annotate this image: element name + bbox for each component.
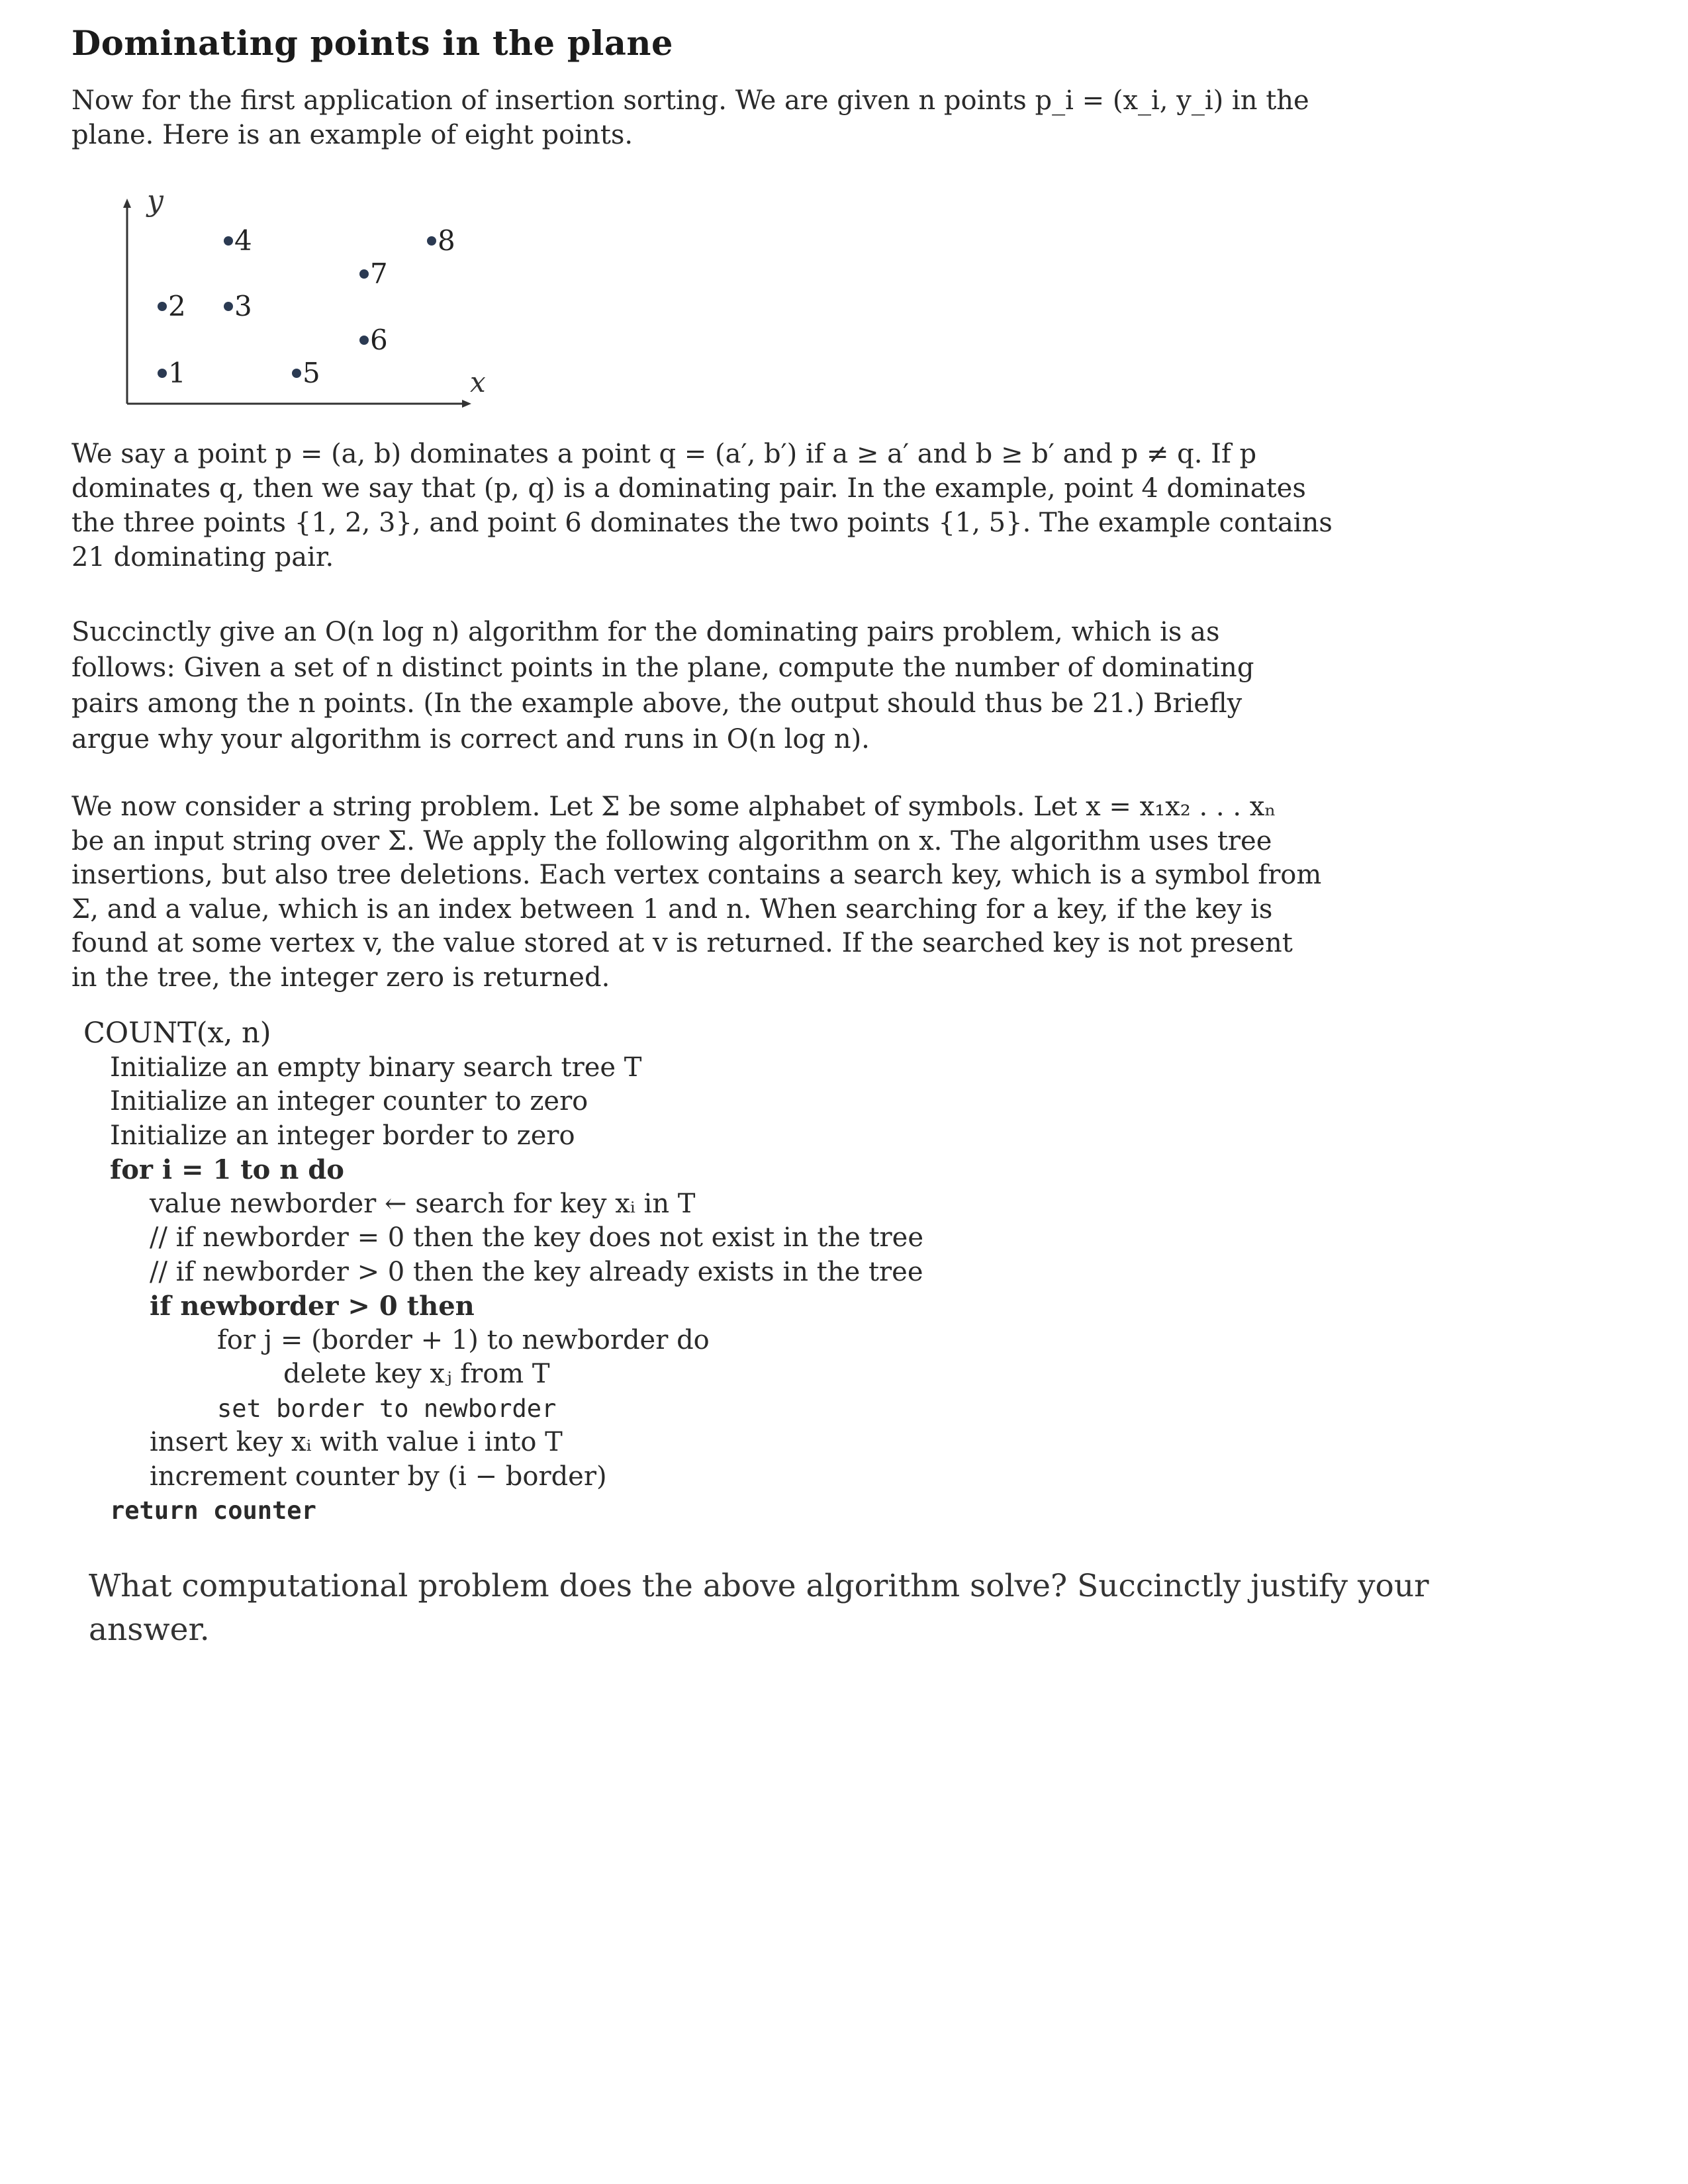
algo-line: for j = (border + 1) to newborder do (217, 1325, 710, 1355)
string-line-5: found at some vertex v, the value stored at v is returned. If the searched key is not present (71, 928, 1293, 958)
point-label-5: 5 (303, 357, 320, 389)
point-dot-7 (359, 269, 369, 279)
page-title: Dominating points in the plane (71, 24, 673, 64)
task-line-4: argue why your algorithm is correct and runs in O(n log n). (71, 724, 870, 754)
dominating-points-figure (99, 179, 563, 417)
task-paragraph (71, 614, 1254, 757)
algorithm-header: COUNT(x, n) (83, 1017, 271, 1050)
question-line-1: What computational problem does the above algorithm solve? Succinctly justify your (89, 1568, 1429, 1604)
point-label-3: 3 (234, 290, 252, 322)
y-axis-label: y (147, 184, 164, 218)
point-dot-6 (359, 336, 369, 345)
definition-line-1: We say a point p = (a, b) dominates a point q = (a′, b′) if a ≥ a′ and b ≥ b′ and p ≠ q. If p (71, 439, 1257, 469)
intro-line-2: plane. Here is an example of eight points. (71, 120, 633, 150)
point-dot-4 (224, 236, 233, 246)
point-label-2: 2 (168, 290, 186, 322)
algo-line: Initialize an integer counter to zero (110, 1086, 588, 1116)
string-line-4: Σ, and a value, which is an index between 1 and n. When searching for a key, if the key is (71, 893, 1273, 925)
task-line-3: pairs among the n points. (In the example above, the output should thus be 21.) Briefly (71, 688, 1243, 719)
point-label-8: 8 (438, 224, 455, 257)
algo-line: delete key xⱼ from T (283, 1359, 550, 1389)
intro-line-1: Now for the first application of insertion sorting. We are given n points p_i = (x_i, y_i) in the (71, 85, 1309, 116)
point-dot-8 (427, 236, 436, 246)
definition-line-4: 21 dominating pair. (71, 542, 334, 572)
algo-line: if newborder > 0 then (150, 1291, 475, 1322)
task-line-2: follows: Given a set of n distinct points in the plane, compute the number of dominating (71, 653, 1254, 683)
algo-line: Initialize an integer border to zero (110, 1120, 575, 1151)
string-line-6: in the tree, the integer zero is returned. (71, 962, 610, 993)
task-line-1: Succinctly give an O(n log n) algorithm for the dominating pairs problem, which is as (71, 617, 1220, 647)
x-axis-label: x (470, 366, 486, 398)
point-dot-1 (158, 369, 167, 378)
algo-line: return counter (110, 1496, 316, 1525)
algo-line: for i = 1 to n do (110, 1154, 344, 1185)
algo-line: increment counter by (i − border) (150, 1461, 607, 1492)
question-paragraph (89, 1565, 1439, 1652)
string-line-2: be an input string over Σ. We apply the following algorithm on x. The algorithm uses tree (71, 825, 1272, 856)
algo-line: set border to newborder (217, 1394, 557, 1423)
algo-comment: // if newborder = 0 then the key does not exist in the tree (150, 1222, 924, 1253)
y-axis-arrow (123, 199, 131, 208)
point-dot-5 (292, 369, 301, 378)
point-dot-3 (224, 302, 233, 311)
algo-line: insert key xᵢ with value i into T (150, 1427, 563, 1457)
algo-line: value newborder ← search for key xᵢ in T (150, 1189, 696, 1219)
point-label-4: 4 (234, 224, 252, 257)
string-problem-paragraph (71, 790, 1322, 995)
points-layer (158, 224, 455, 389)
question-line-2: answer. (89, 1612, 210, 1648)
string-line-3: insertions, but also tree deletions. Each vertex contains a search key, which is a symbol from (71, 860, 1322, 890)
definition-line-3: the three points {1, 2, 3}, and point 6 dominates the two points {1, 5}. The example contains (71, 508, 1333, 538)
x-axis-arrow (462, 400, 471, 408)
point-label-7: 7 (370, 257, 388, 290)
intro-paragraph (71, 83, 1309, 152)
point-label-6: 6 (370, 324, 388, 356)
definition-paragraph (71, 437, 1333, 574)
definition-line-2: dominates q, then we say that (p, q) is a dominating pair. In the example, point 4 dominates (71, 473, 1306, 504)
algo-comment: // if newborder > 0 then the key already exists in the tree (150, 1257, 923, 1287)
algo-line: Initialize an empty binary search tree T (110, 1052, 642, 1083)
string-line-1: We now consider a string problem. Let Σ be some alphabet of symbols. Let x = x₁x₂ . . . xₙ (71, 792, 1276, 822)
point-label-1: 1 (168, 357, 186, 389)
point-dot-2 (158, 302, 167, 311)
